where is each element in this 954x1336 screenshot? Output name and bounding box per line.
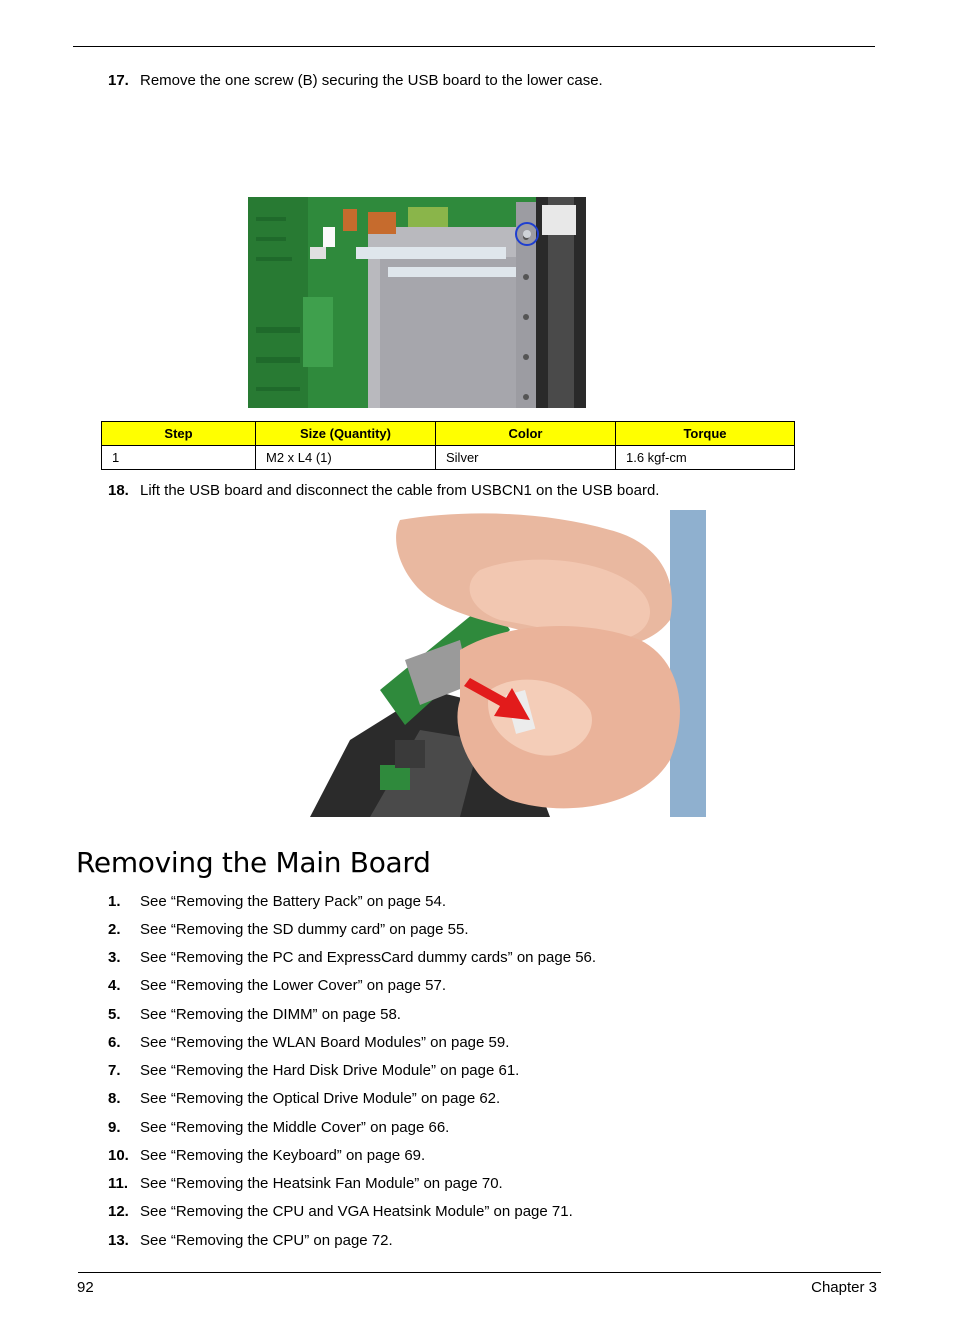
usb-cable-disconnect-photo bbox=[310, 510, 706, 817]
col-color: Color bbox=[436, 422, 616, 446]
cell-size: M2 x L4 (1) bbox=[256, 446, 436, 470]
step-text: See “Removing the Hard Disk Drive Module” on page 61. bbox=[140, 1062, 520, 1079]
step-number: 18. bbox=[108, 482, 129, 499]
table-header-row bbox=[102, 422, 795, 446]
step-number: 10. bbox=[108, 1147, 129, 1164]
step-number: 5. bbox=[108, 1006, 121, 1023]
step-text: See “Removing the Middle Cover” on page 66. bbox=[140, 1119, 450, 1136]
step-text: See “Removing the DIMM” on page 58. bbox=[140, 1006, 401, 1023]
list-item bbox=[108, 977, 446, 995]
step-number: 9. bbox=[108, 1119, 121, 1136]
header-rule bbox=[73, 46, 875, 47]
step-number: 2. bbox=[108, 921, 121, 938]
cell-color: Silver bbox=[436, 446, 616, 470]
step-number: 4. bbox=[108, 977, 121, 994]
step-number: 11. bbox=[108, 1175, 129, 1192]
step-number: 7. bbox=[108, 1062, 121, 1079]
usb-board-screw-photo bbox=[248, 197, 586, 408]
step-text: See “Removing the CPU and VGA Heatsink Module” on page 71. bbox=[140, 1203, 573, 1220]
list-item bbox=[108, 921, 469, 939]
list-item bbox=[108, 1119, 449, 1137]
list-item bbox=[108, 1147, 425, 1165]
step-text: See “Removing the Lower Cover” on page 57. bbox=[140, 977, 447, 994]
step-18 bbox=[108, 482, 659, 500]
list-item bbox=[108, 1203, 573, 1221]
list-item bbox=[108, 1062, 519, 1080]
table-row bbox=[102, 446, 795, 470]
step-text: See “Removing the SD dummy card” on page 55. bbox=[140, 921, 469, 938]
step-text: See “Removing the CPU” on page 72. bbox=[140, 1232, 393, 1249]
step-number: 8. bbox=[108, 1090, 121, 1107]
step-number: 3. bbox=[108, 949, 121, 966]
step-number: 12. bbox=[108, 1203, 129, 1220]
page-number: 92 bbox=[77, 1279, 94, 1296]
step-number: 17. bbox=[108, 72, 129, 89]
step-text: Remove the one screw (B) securing the USB board to the lower case. bbox=[140, 72, 603, 89]
step-17 bbox=[108, 72, 603, 90]
list-item bbox=[108, 1034, 509, 1052]
list-item bbox=[108, 893, 446, 911]
cell-step: 1 bbox=[102, 446, 256, 470]
list-item bbox=[108, 1090, 500, 1108]
list-item bbox=[108, 949, 596, 967]
list-item bbox=[108, 1006, 401, 1024]
step-text: See “Removing the PC and ExpressCard dummy cards” on page 56. bbox=[140, 949, 597, 966]
list-item bbox=[108, 1232, 393, 1250]
col-size-quantity: Size (Quantity) bbox=[256, 422, 436, 446]
col-torque: Torque bbox=[616, 422, 795, 446]
cell-torque: 1.6 kgf-cm bbox=[616, 446, 795, 470]
step-text: Lift the USB board and disconnect the cable from USBCN1 on the USB board. bbox=[140, 482, 660, 499]
section-title: Removing the Main Board bbox=[76, 846, 431, 879]
footer-rule bbox=[78, 1272, 881, 1273]
chapter-label: Chapter 3 bbox=[811, 1279, 877, 1296]
step-number: 13. bbox=[108, 1232, 129, 1249]
step-text: See “Removing the Optical Drive Module” on page 62. bbox=[140, 1090, 501, 1107]
step-text: See “Removing the Battery Pack” on page 54. bbox=[140, 893, 447, 910]
screw-spec-table bbox=[101, 421, 795, 470]
step-text: See “Removing the WLAN Board Modules” on page 59. bbox=[140, 1034, 510, 1051]
step-number: 6. bbox=[108, 1034, 121, 1051]
step-text: See “Removing the Heatsink Fan Module” on page 70. bbox=[140, 1175, 503, 1192]
col-step: Step bbox=[102, 422, 256, 446]
list-item bbox=[108, 1175, 503, 1193]
step-number: 1. bbox=[108, 893, 121, 910]
step-text: See “Removing the Keyboard” on page 69. bbox=[140, 1147, 426, 1164]
